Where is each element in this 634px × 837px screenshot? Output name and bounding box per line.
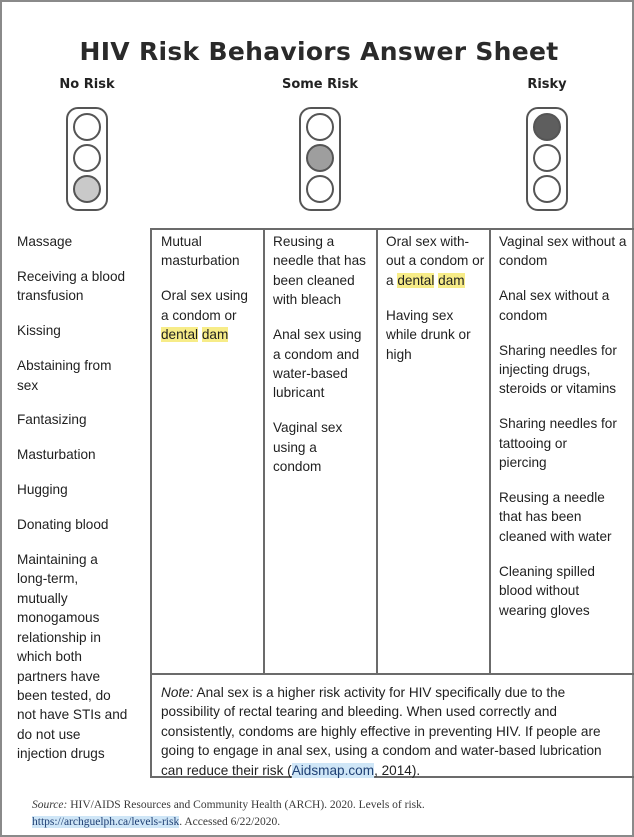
item-text: Oral sex with-out a condom or a [386,234,485,288]
column-risky [499,232,629,636]
bulb-middle-icon [73,144,101,172]
list-item: Abstaining from sex [17,358,112,393]
item-text: Oral sex using a condom or [161,288,248,323]
source-text: HIV/AIDS Resources and Community Health (ARCH). 2020. Levels of risk. [70,799,425,811]
list-item: Having sex while drunk or high [386,307,471,362]
level-label-some-risk: Some Risk [281,77,359,92]
list-item [161,286,259,344]
page-title: HIV Risk Behaviors Answer Sheet [79,37,559,66]
divider-line [263,228,265,674]
aidsmap-link[interactable]: Aidsmap.com [291,762,375,778]
list-item: Fantasizing [17,412,87,428]
list-item [386,232,486,290]
bulb-top-icon [306,113,334,141]
column-some-risk-1 [161,232,259,360]
list-item: Donating blood [17,517,109,533]
bulb-bottom-icon [73,175,101,203]
bulb-bottom-icon [533,175,561,203]
list-item: Anal sex without a condom [499,288,610,323]
list-item: Receiving a blood transfusion [17,268,126,304]
list-item: Vaginal sex using a condom [273,420,343,475]
list-item: Kissing [17,323,61,339]
list-item: Cleaning spilled blood without wearing gloves [499,563,595,618]
level-some-risk [250,75,390,211]
list-item: Sharing needles for tattooing or piercing [499,416,617,471]
divider-line [489,228,491,674]
highlighted-term: dam [438,272,465,288]
note-label: Note: [161,685,194,700]
note-box [161,683,627,780]
bulb-top-icon [73,113,101,141]
list-item: Vaginal sex without a condom [499,234,627,269]
bulb-middle-icon [306,144,334,172]
note-top-line [150,673,634,675]
bulb-top-icon [533,113,561,141]
list-item: Reusing a needle that has been cleaned with water [499,490,612,544]
source-citation [32,797,622,831]
divider-line [150,228,152,777]
source-accessed: . Accessed 6/22/2020. [179,816,281,828]
list-item: Hugging [17,482,68,498]
traffic-light-icon [526,107,568,211]
highlighted-term: dam [201,327,229,343]
note-text-end: , 2014). [374,762,421,778]
bulb-middle-icon [533,144,561,172]
level-label-no-risk: No Risk [59,77,115,92]
column-some-risk-3 [386,232,486,379]
grid-top-line [150,228,634,230]
list-item: Masturbation [17,447,96,463]
list-item: Reusing a needle that has been cleaned with bleach [273,234,366,308]
list-item: Maintaining a long-term, mutually monogamous relationship in which both partners have been tested, do not have STIs and do not use injection drugs [17,552,128,762]
level-risky [477,75,617,211]
list-item: Massage [17,234,73,249]
source-link[interactable]: https://archguelph.ca/levels-risk [32,816,180,828]
column-no-risk [17,232,145,779]
traffic-light-icon [66,107,108,211]
note-text: Anal sex is a higher risk activity for HIV specifically due to the possibility of rectal tearing and bleeding. When used correctly and consistently, condoms are highly effective in preventing HIV. If people are going to engage in anal sex, using a condom and water-based lubrication can reduce their risk ( [161,685,602,778]
level-label-risky: Risky [527,77,567,92]
source-label: Source: [32,799,68,811]
list-item: Mutual masturbation [161,234,240,269]
level-no-risk [17,75,157,211]
divider-line [376,228,378,674]
highlighted-term: dental [161,327,199,343]
list-item: Anal sex using a condom and water-based lubricant [273,327,362,401]
list-item: Sharing needles for injecting drugs, steroids or vitamins [499,342,617,397]
bulb-bottom-icon [306,175,334,203]
column-some-risk-2 [273,232,371,492]
highlighted-term: dental [397,272,435,288]
traffic-light-icon [299,107,341,211]
